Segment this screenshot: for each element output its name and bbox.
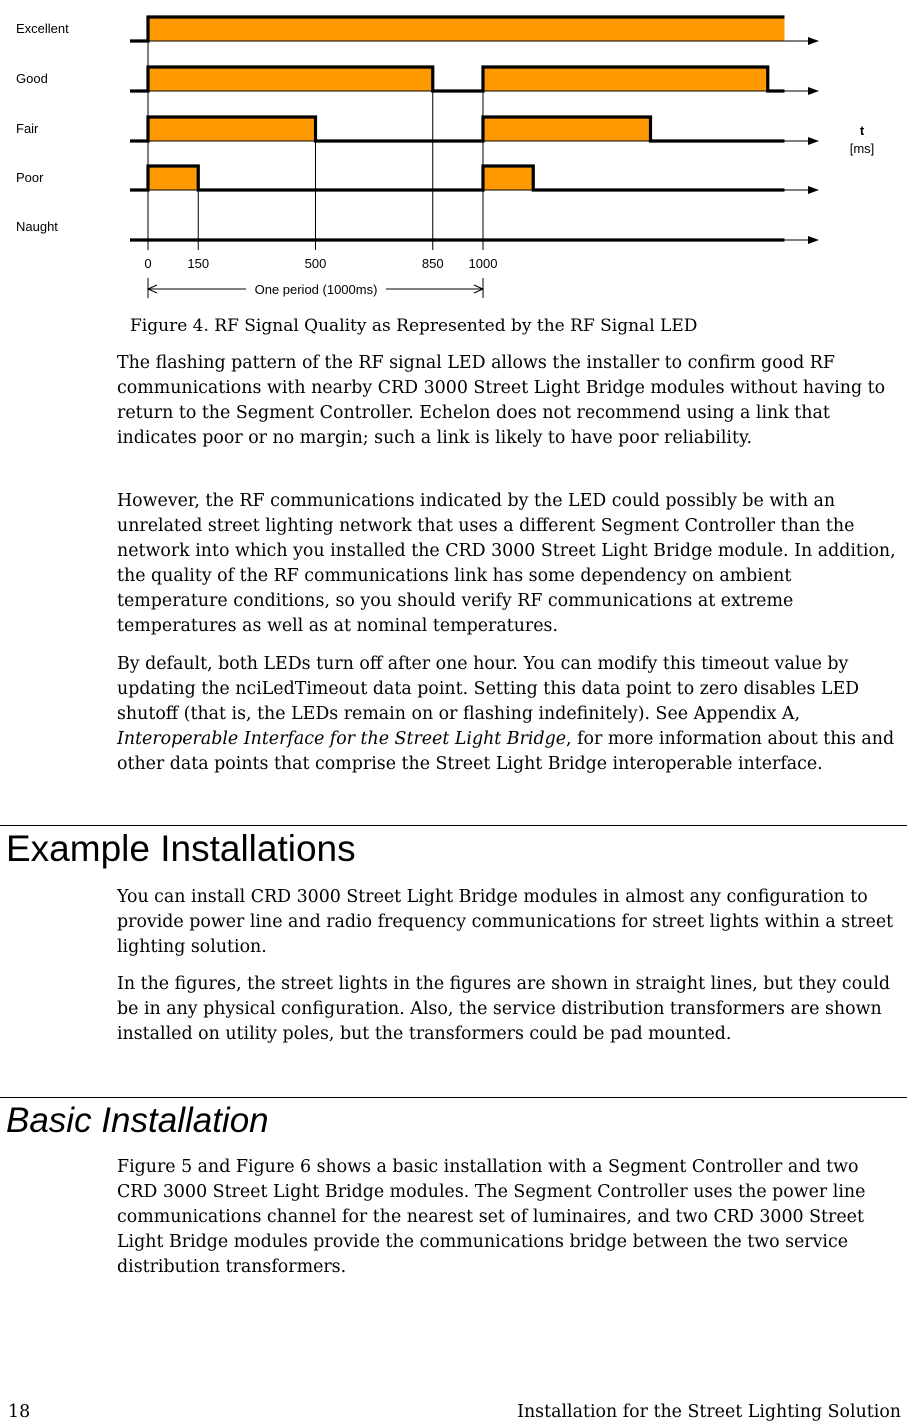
page-number: 18 xyxy=(8,1402,31,1422)
row-label-naught: Naught xyxy=(16,219,58,234)
axis-unit-label: [ms] xyxy=(849,141,875,156)
figure-caption: Figure 4. RF Signal Quality as Represented by the RF Signal LED xyxy=(130,316,698,336)
tick-label-500: 500 xyxy=(304,256,327,271)
axis-arrow-good xyxy=(808,87,819,95)
row-label-fair: Fair xyxy=(16,121,39,136)
period-label: One period (1000ms) xyxy=(254,282,378,297)
paragraph-basic-installation: Figure 5 and Figure 6 shows a basic installation with a Segment Controller and two CRD 3000 Street Light Bridge modules. The Segment Controller uses the power line communications channel for the nearest set of luminaires, and two CRD 3000 Street Light Bridge modules provide the communications bridge between the two service distribution transformers. xyxy=(117,1157,866,1277)
paragraph-install-config: You can install CRD 3000 Street Light Bridge modules in almost any configuration to provide power line and radio frequency communications for street lights within a street lighting solution. xyxy=(117,887,894,957)
axis-arrow-excellent xyxy=(808,37,819,45)
paragraph-led-timeout xyxy=(117,652,904,777)
axis-label-t: t xyxy=(859,123,865,138)
tick-label-150: 150 xyxy=(187,256,210,271)
subsection-divider xyxy=(0,1097,907,1098)
row-label-good: Good xyxy=(16,71,48,86)
pulse-poor-2 xyxy=(483,166,533,190)
tick-label-0: 0 xyxy=(144,256,152,271)
heading-example-installations: Example Installations xyxy=(6,828,356,869)
running-footer-title: Installation for the Street Lighting Solution xyxy=(517,1402,901,1422)
led-timeout-text: By default, both LEDs turn off after one hour. You can modify this timeout value by updating the nciLedTimeout data point. Setting this data point to zero disables LED shutoff (that is, the LEDs remain on or flashing indefinitely). See Appendix A, xyxy=(117,654,860,724)
row-label-excellent: Excellent xyxy=(16,21,69,36)
led-timeout-text-end: , for more information about this and other data points that comprise the Street Light Bridge interoperable interface. xyxy=(117,729,895,774)
tick-label-1000: 1000 xyxy=(468,256,498,271)
axis-arrow-naught xyxy=(808,236,819,244)
tick-label-850: 850 xyxy=(421,256,444,271)
pulse-excellent-1 xyxy=(148,17,785,41)
appendix-reference: Interoperable Interface for the Street Light Bridge xyxy=(117,729,567,749)
paragraph-unrelated-network: However, the RF communications indicated by the LED could possibly be with an unrelated street lighting network that uses a different Segment Controller than the network into which you installed the CRD 3000 Street Light Bridge module. In addition, the quality of the RF communications link has some dependency on ambient temperature conditions, so you should verify RF communications at extreme temperatures as well as at nominal temperatures. xyxy=(117,491,896,636)
rf-signal-timing-diagram xyxy=(0,0,907,305)
pulse-fair-2 xyxy=(483,117,651,141)
pulse-good-2 xyxy=(483,67,768,91)
pulse-poor-1 xyxy=(148,166,198,190)
heading-basic-installation: Basic Installation xyxy=(6,1101,269,1140)
row-label-poor: Poor xyxy=(16,170,44,185)
axis-arrow-poor xyxy=(808,186,819,194)
paragraph-led-pattern: The flashing pattern of the RF signal LED allows the installer to confirm good RF communications with nearby CRD 3000 Street Light Bridge modules without having to return to the Segment Controller. Echelon does not recommend using a link that indicates poor or no margin; such a link is likely to have poor reliability. xyxy=(117,353,886,448)
paragraph-figures-note: In the figures, the street lights in the figures are shown in straight lines, but they could be in any physical configuration. Also, the service distribution transformers are shown installed on utility poles, but the transformers could be pad mounted. xyxy=(117,974,891,1044)
axis-arrow-fair xyxy=(808,137,819,145)
pulse-fair-1 xyxy=(148,117,316,141)
pulse-good-1 xyxy=(148,67,433,91)
waveform-poor xyxy=(130,166,785,190)
